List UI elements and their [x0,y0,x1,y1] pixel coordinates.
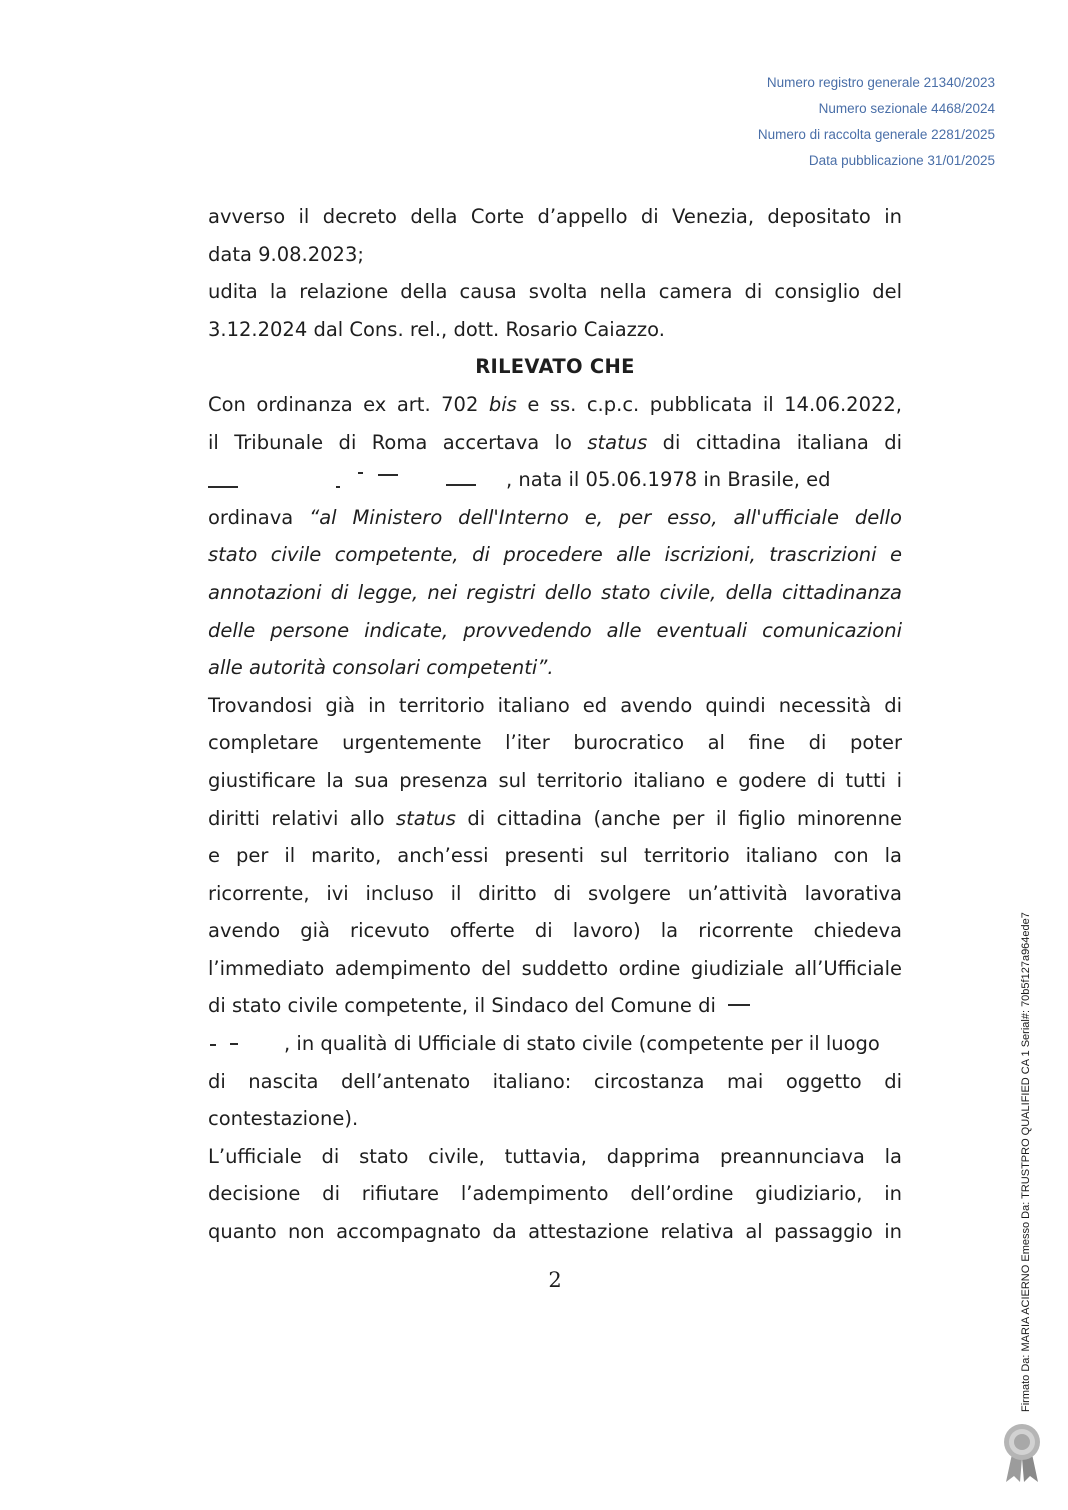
body-line: ricorrente, ivi incluso il diritto di svolgere un’attività lavorativa [208,881,902,905]
body-line: quanto non accompagnato da attestazione relativa al passaggio in [208,1220,902,1244]
body-line: di nascita dell’antenato italiano: circostanza mai oggetto di [208,1069,902,1093]
body-line: avverso il decreto della Corte d’appello di Venezia, depositato in [208,205,902,228]
redacted-name [208,466,502,486]
page-number: 2 [548,1268,562,1292]
body-line: , in qualità di Ufficiale di stato civile (competente per il luogo [208,1025,902,1063]
redacted-comune [722,992,752,1012]
body-line: stato civile competente, di procedere alle iscrizioni, trascrizioni e [208,543,902,567]
registro-generale: Numero registro generale 21340/2023 [766,75,995,90]
body-line-redacted-name: , nata il 05.06.1978 in Brasile, ed [208,461,902,499]
body-line: alle autorità consolari competenti”. [208,656,554,680]
body-line: Trovandosi già in territorio italiano ed avendo quindi necessità di [208,693,902,717]
body-line: decisione di rifiutare l’adempimento dell’ordine giudiziario, in [208,1182,902,1206]
numero-sezionale: Numero sezionale 4468/2024 [818,101,995,116]
body-line: giustificare la sua presenza sul territorio italiano e godere di tutti i [208,768,902,792]
body-line: udita la relazione della causa svolta nella camera di consiglio del [208,280,902,304]
digital-signature-notice: Firmato Da: MARIA ACIERNO Emesso Da: TRUSTPRO QUALIFIED CA 1 Serial#: 70b5f127a964ede7 [1020,912,1032,1412]
numero-raccolta: Numero di raccolta generale 2281/2025 [757,127,995,142]
section-heading: RILEVATO CHE [475,355,635,379]
data-pubblicazione: Data pubblicazione 31/01/2025 [808,153,995,168]
body-line: il Tribunale di Roma accertava lo status di cittadina italiana di [208,430,902,454]
body-line: annotazioni di legge, nei registri dello stato civile, della cittadinanza [208,580,902,604]
body-line: e per il marito, anch’essi presenti sul territorio italiano con la [208,844,902,868]
body-line: Con ordinanza ex art. 702 bis e ss. c.p.c. pubblicata il 14.06.2022, [208,392,902,416]
body-line: l’immediato adempimento del suddetto ordine giudiziale all’Ufficiale [208,956,902,980]
body-line: data 9.08.2023; [208,242,364,266]
body-line: L’ufficiale di stato civile, tuttavia, dapprima preannunciava la [208,1144,902,1168]
redacted-comune-continued [208,1030,284,1050]
document-body [208,198,902,1251]
body-line: di stato civile competente, il Sindaco del Comune di [208,987,902,1025]
body-line: contestazione). [208,1107,359,1131]
body-line: ordinava “al Ministero dell'Interno e, per esso, all'ufficiale dello [208,505,902,529]
seal-icon [1000,1420,1044,1484]
registry-metadata [758,70,995,174]
body-line: avendo già ricevuto offerte di lavoro) la ricorrente chiedeva [208,919,902,943]
body-line: delle persone indicate, provvedendo alle eventuali comunicazioni [208,618,902,642]
body-line: completare urgentemente l’iter burocratico al fine di poter [208,731,902,755]
body-line: 3.12.2024 dal Cons. rel., dott. Rosario Caiazzo. [208,317,665,341]
body-line: diritti relativi allo status di cittadina (anche per il figlio minorenne [208,806,902,830]
